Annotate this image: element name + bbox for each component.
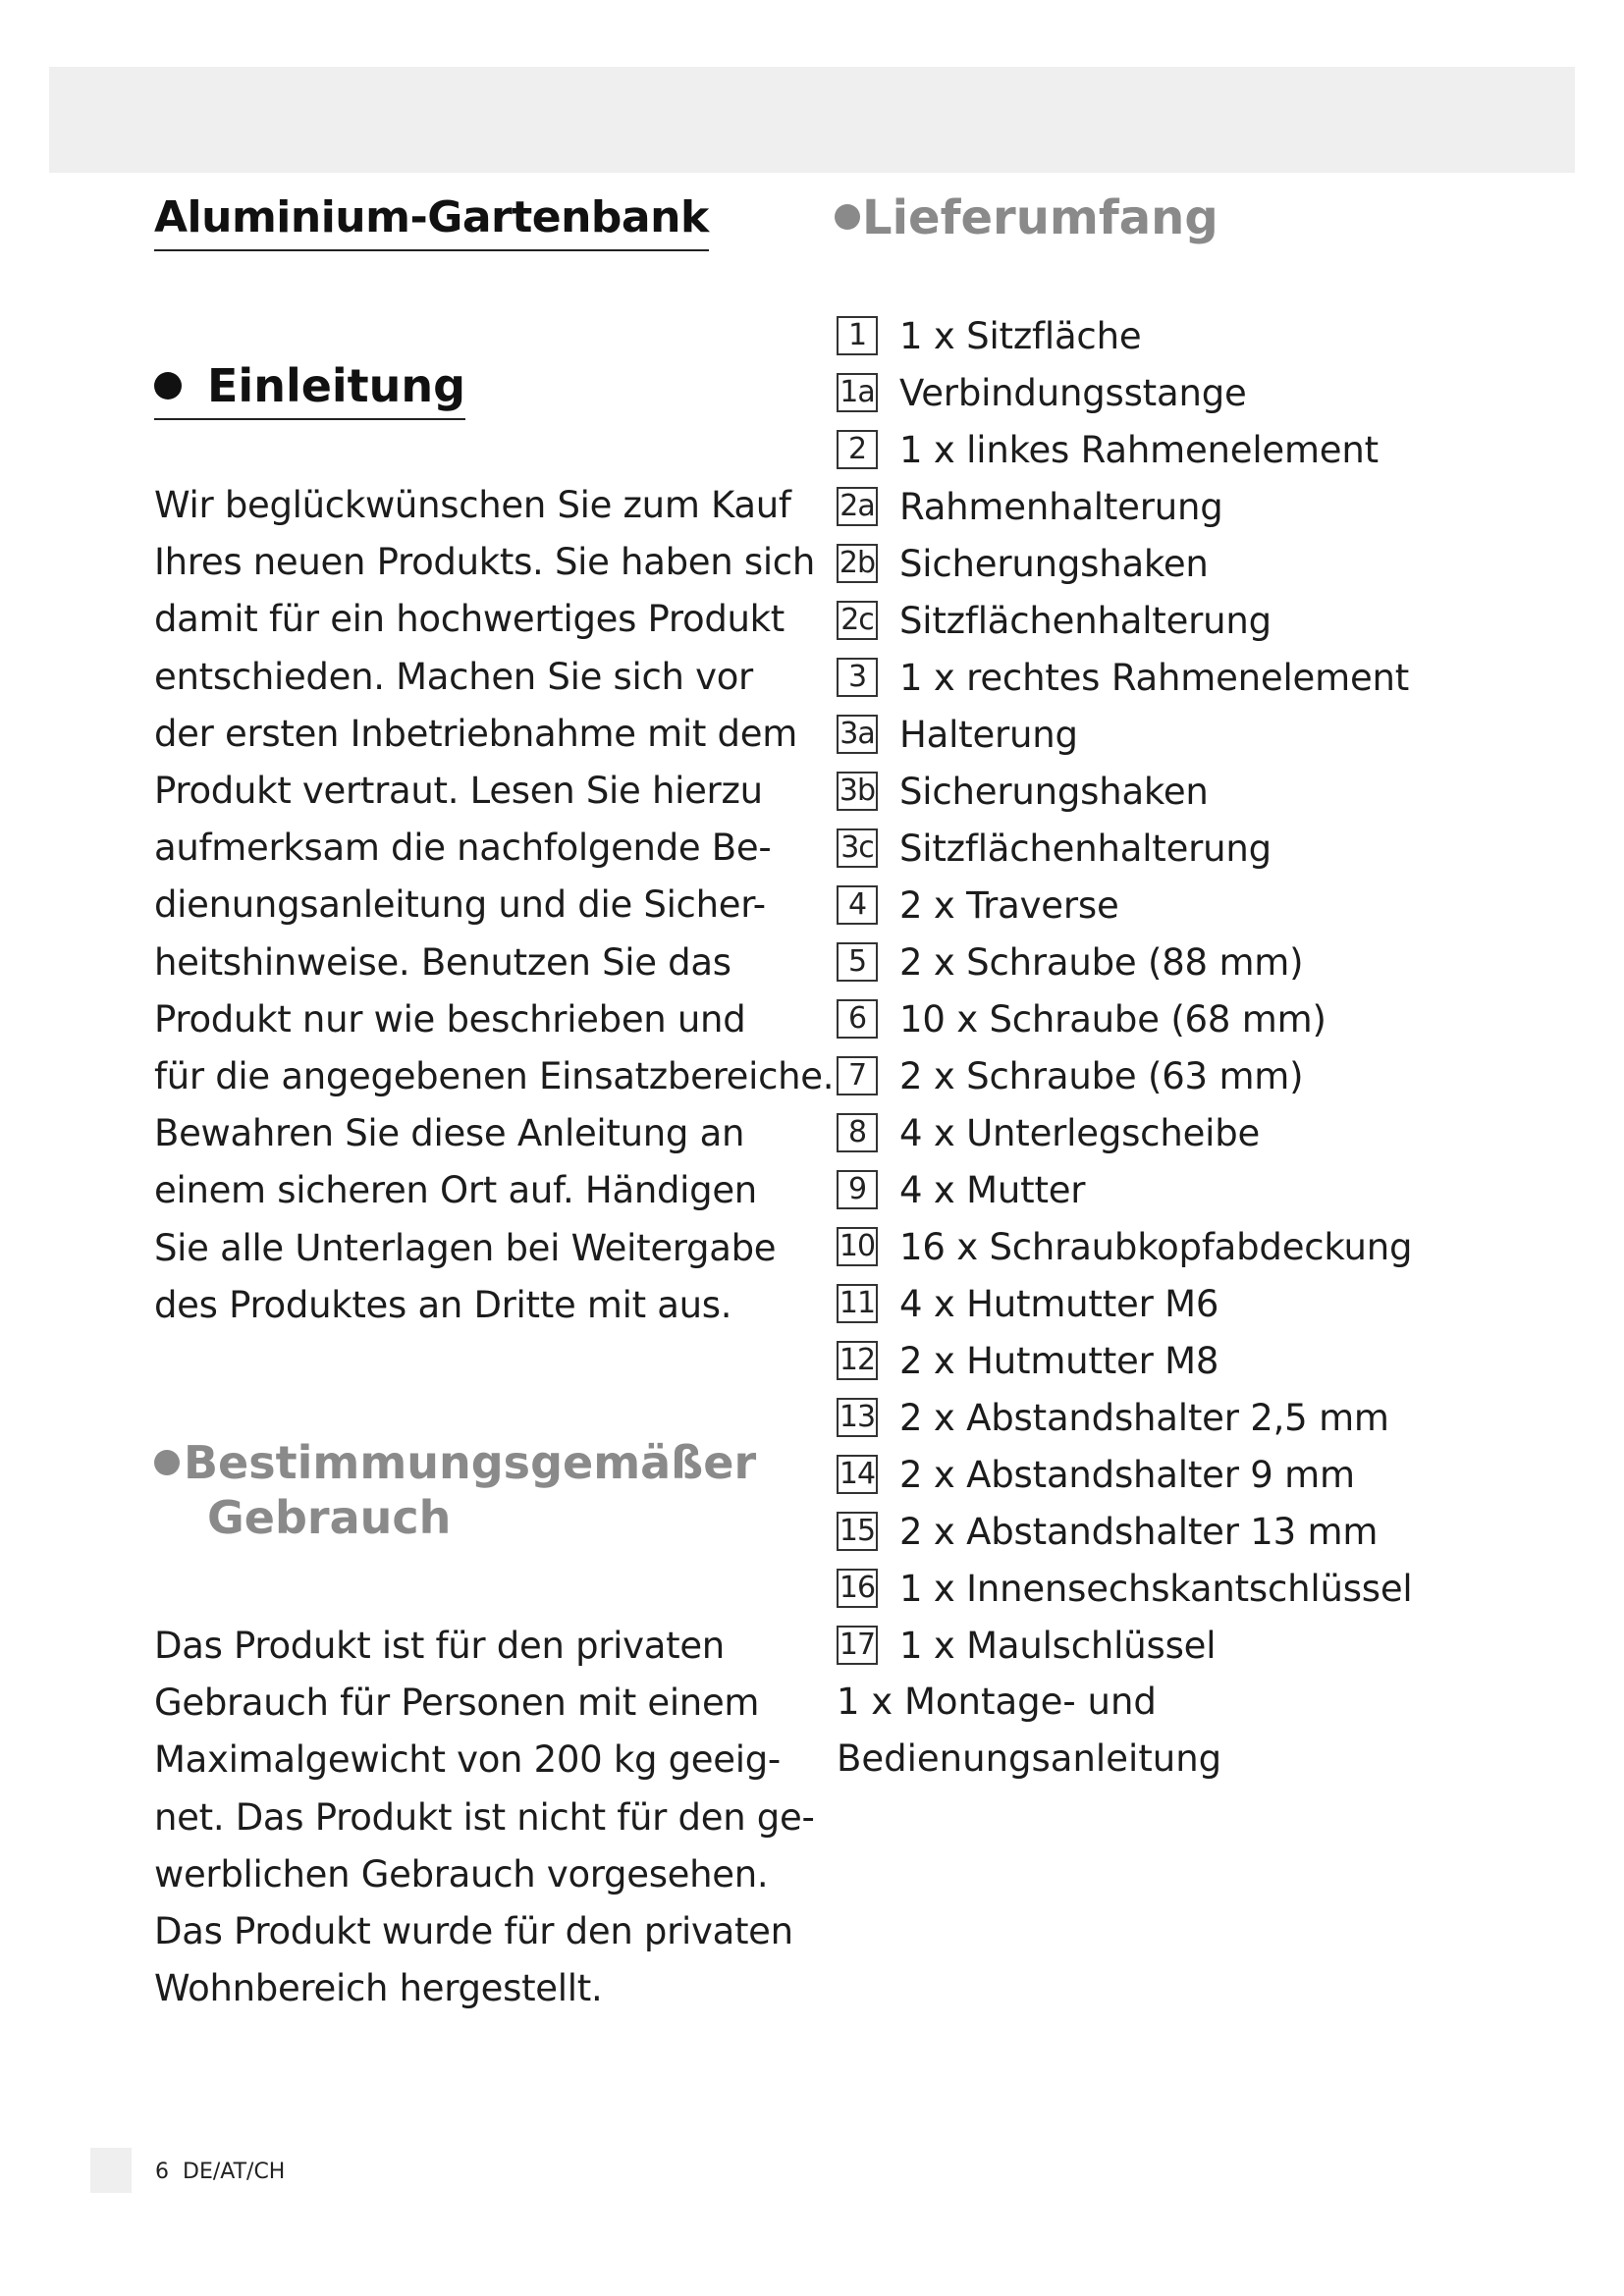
part-label: 2 x Schraube (63 mm) [899, 1054, 1304, 1097]
part-item [837, 1617, 1413, 1674]
part-number-badge: 11 [837, 1284, 878, 1323]
part-number-badge: 7 [837, 1056, 878, 1095]
intro-line: der ersten Inbetriebnahme mit dem [154, 712, 797, 755]
section-heading-intro [154, 355, 465, 420]
part-item [837, 990, 1413, 1047]
part-item [837, 1161, 1413, 1218]
intended-use-line: werblichen Gebrauch vorgesehen. [154, 1852, 769, 1896]
intro-line: einem sicheren Ort auf. Händigen [154, 1169, 757, 1212]
intro-line: dienungsanleitung und die Sicher- [154, 883, 766, 927]
part-number-badge: 12 [837, 1341, 878, 1380]
part-number-badge: 1a [837, 373, 878, 412]
part-item [837, 1560, 1413, 1617]
part-item [837, 421, 1413, 478]
section-heading-intro-label: Einleitung [207, 359, 466, 412]
part-label: 2 x Abstandshalter 13 mm [899, 1510, 1379, 1553]
part-number-badge: 2b [837, 544, 878, 583]
part-item [837, 1218, 1413, 1275]
manual-item-line1: 1 x Montage- und [837, 1681, 1157, 1723]
part-label: 10 x Schraube (68 mm) [899, 997, 1326, 1041]
intro-line: Produkt nur wie beschrieben und [154, 997, 746, 1041]
part-label: 1 x rechtes Rahmenelement [899, 656, 1410, 699]
part-number-badge: 3b [837, 772, 878, 811]
bullet-icon [154, 372, 182, 400]
part-item [837, 307, 1413, 364]
intro-line: Produkt vertraut. Lesen Sie hierzu [154, 770, 763, 813]
part-label: 1 x linkes Rahmenelement [899, 428, 1379, 471]
part-number-badge: 1 [837, 316, 878, 355]
bullet-icon [154, 1450, 180, 1475]
part-item [837, 1104, 1413, 1161]
part-item [837, 1047, 1413, 1104]
part-label: 2 x Hutmutter M8 [899, 1339, 1219, 1382]
intended-use-line: Gebrauch für Personen mit einem [154, 1682, 760, 1725]
intro-line: Sie alle Unterlagen bei Weitergabe [154, 1226, 777, 1269]
part-number-badge: 13 [837, 1398, 878, 1437]
part-number-badge: 3c [837, 828, 878, 868]
intended-use-paragraph [154, 1618, 815, 2017]
part-label: 1 x Maulschlüssel [899, 1624, 1217, 1667]
intro-paragraph [154, 477, 835, 1334]
part-label: 4 x Hutmutter M6 [899, 1282, 1219, 1325]
part-label: Verbindungsstange [899, 371, 1247, 414]
part-number-badge: 2a [837, 487, 878, 526]
part-item [837, 763, 1413, 820]
part-label: 2 x Abstandshalter 2,5 mm [899, 1396, 1389, 1439]
part-item [837, 1503, 1413, 1560]
part-label: 4 x Unterlegscheibe [899, 1111, 1261, 1154]
part-item [837, 1446, 1413, 1503]
section-heading-intended-use-line1: Bestimmungsgemäßer [184, 1436, 757, 1489]
region-code: DE/AT/CH [183, 2160, 286, 2184]
part-number-badge: 17 [837, 1626, 878, 1665]
part-item [837, 1389, 1413, 1446]
part-label: Sitzflächenhalterung [899, 827, 1272, 870]
intended-use-line: Maximalgewicht von 200 kg geeig- [154, 1738, 781, 1782]
part-item [837, 934, 1413, 990]
intended-use-line: Wohnbereich hergestellt. [154, 1967, 603, 2010]
header-band [49, 67, 1575, 173]
part-label: 2 x Abstandshalter 9 mm [899, 1453, 1355, 1496]
part-label: Halterung [899, 713, 1078, 756]
part-label: Sicherungshaken [899, 770, 1209, 813]
part-number-badge: 9 [837, 1170, 878, 1209]
part-number-badge: 15 [837, 1512, 878, 1551]
page-title: Aluminium-Gartenbank [154, 188, 709, 251]
part-item [837, 364, 1413, 421]
part-item [837, 592, 1413, 649]
part-label: 16 x Schraubkopfabdeckung [899, 1225, 1413, 1268]
part-item [837, 1332, 1413, 1389]
part-item [837, 706, 1413, 763]
part-number-badge: 14 [837, 1455, 878, 1494]
section-heading-scope-label: Lieferumfang [862, 190, 1218, 245]
part-number-badge: 4 [837, 885, 878, 925]
section-heading-intended-use-line2: Gebrauch [207, 1491, 452, 1544]
part-number-badge: 2c [837, 601, 878, 640]
part-item [837, 1275, 1413, 1332]
intro-line: Ihres neuen Produkts. Sie haben sich [154, 541, 815, 584]
part-label: Sicherungshaken [899, 542, 1209, 585]
intro-line: damit für ein hochwertiges Produkt [154, 598, 785, 641]
part-item [837, 820, 1413, 877]
part-number-badge: 2 [837, 430, 878, 469]
intro-line: entschieden. Machen Sie sich vor [154, 655, 753, 698]
footer-marker [90, 2148, 132, 2193]
part-item [837, 478, 1413, 535]
intended-use-line: net. Das Produkt ist nicht für den ge- [154, 1795, 815, 1839]
part-number-badge: 5 [837, 942, 878, 982]
part-label: 2 x Schraube (88 mm) [899, 940, 1304, 984]
part-number-badge: 10 [837, 1227, 878, 1266]
part-item [837, 535, 1413, 592]
parts-list [837, 307, 1413, 1674]
manual-item [837, 1674, 1221, 1788]
intro-line: für die angegebenen Einsatzbereiche. [154, 1055, 835, 1098]
manual-item-line2: Bedienungsanleitung [837, 1737, 1222, 1780]
part-label: Sitzflächenhalterung [899, 599, 1272, 642]
intro-line: Wir beglückwünschen Sie zum Kauf [154, 484, 791, 526]
part-number-badge: 3 [837, 658, 878, 697]
section-heading-scope [835, 188, 1218, 247]
intro-line: heitshinweise. Benutzen Sie das [154, 940, 731, 984]
page-number: 6 [155, 2160, 169, 2184]
intro-line: aufmerksam die nachfolgende Be- [154, 827, 772, 870]
part-number-badge: 8 [837, 1113, 878, 1152]
bullet-icon [835, 204, 860, 230]
intro-line: Bewahren Sie diese Anleitung an [154, 1112, 745, 1155]
part-label: 1 x Sitzfläche [899, 314, 1142, 357]
part-label: Rahmenhalterung [899, 485, 1223, 528]
intended-use-line: Das Produkt wurde für den privaten [154, 1910, 793, 1953]
part-label: 1 x Innensechskantschlüssel [899, 1567, 1413, 1610]
section-heading-intended-use [154, 1435, 756, 1545]
part-label: 2 x Traverse [899, 883, 1119, 927]
part-item [837, 877, 1413, 934]
page-footer [155, 2160, 285, 2184]
part-number-badge: 16 [837, 1569, 878, 1608]
intro-line: des Produktes an Dritte mit aus. [154, 1283, 732, 1326]
part-number-badge: 6 [837, 999, 878, 1039]
intended-use-line: Das Produkt ist für den privaten [154, 1625, 725, 1667]
part-label: 4 x Mutter [899, 1168, 1086, 1211]
part-number-badge: 3a [837, 715, 878, 754]
part-item [837, 649, 1413, 706]
